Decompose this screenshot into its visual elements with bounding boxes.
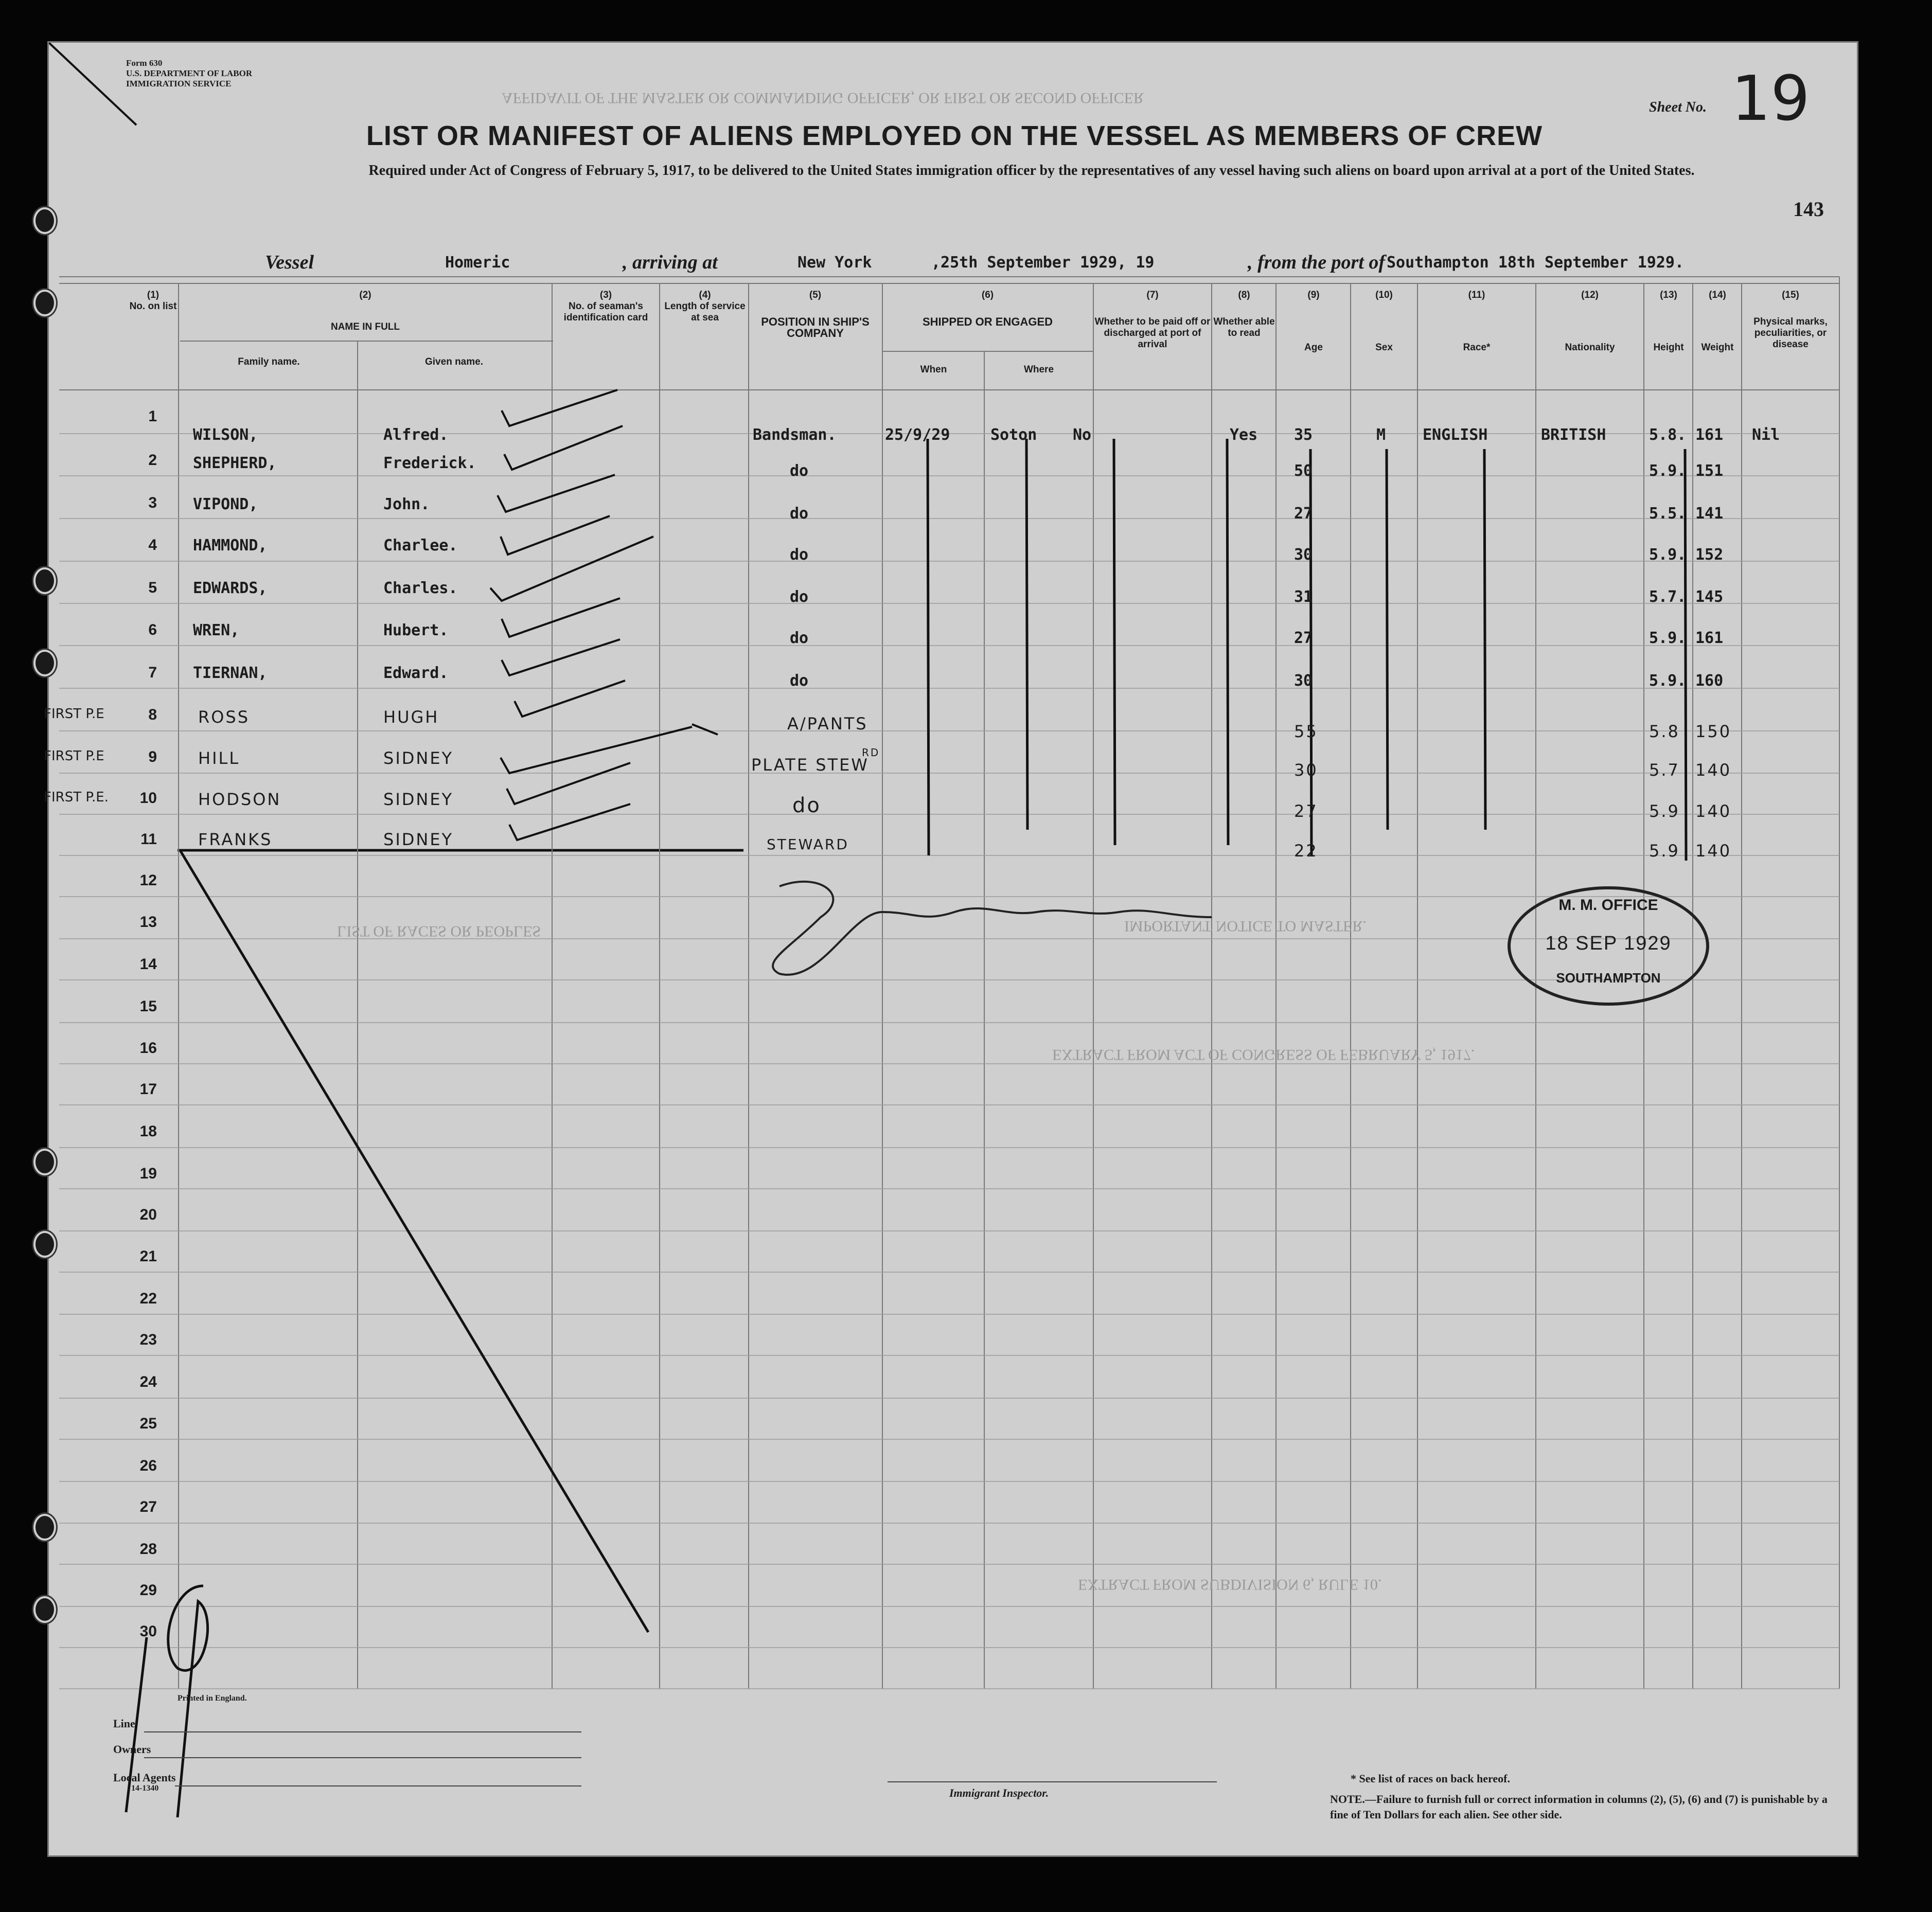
col-no-on-list: (1) No. on list <box>129 290 177 312</box>
age: 35 <box>1294 426 1313 444</box>
position: do <box>790 505 809 523</box>
given-name: John. <box>383 495 430 513</box>
form-service: IMMIGRATION SERVICE <box>126 79 232 88</box>
position: do <box>790 546 809 564</box>
age: 50 <box>1294 462 1313 480</box>
col-given-name: Given name. <box>425 356 483 367</box>
age: 27 <box>1294 801 1318 821</box>
nationality: BRITISH <box>1541 426 1606 444</box>
bleed-through-text: AFFIDAVIT OF THE MASTER OR COMMANDING OFFICER, OR FIRST OR SECOND OFFICER <box>502 90 1144 106</box>
col-able-to-read: (8) Whether able to read <box>1213 290 1275 338</box>
given-name: Charlee. <box>383 537 458 555</box>
margin-note: FIRST P.E <box>44 706 104 722</box>
family-name: ROSS <box>198 707 250 727</box>
position: do <box>790 672 809 690</box>
given-name: HUGH <box>383 707 439 727</box>
bleed-through-text: EXTRACT FROM SUBDIVISION 6, RULE 10. <box>1078 1576 1382 1593</box>
from-port-label: , from the port of <box>1248 252 1386 273</box>
row-number: 24 <box>139 1373 157 1390</box>
vessel-name: Homeric <box>445 254 510 272</box>
row-number: 6 <box>148 621 157 638</box>
given-name: SIDNEY <box>383 748 454 768</box>
sheet-number-label: Sheet No. <box>1649 99 1707 115</box>
weight: 161 <box>1695 426 1724 444</box>
col-race: (11) Race* <box>1463 290 1491 353</box>
sheet-number-value: 19 <box>1731 63 1810 135</box>
col-when: When <box>920 364 947 375</box>
row-number: 22 <box>139 1290 157 1307</box>
arrival-port: New York <box>797 254 872 272</box>
local-agents-label: Local Agents <box>113 1771 176 1784</box>
row-number: 29 <box>139 1582 157 1599</box>
agents-underline <box>175 1785 581 1786</box>
family-name: WILSON, <box>193 426 258 444</box>
age: 27 <box>1294 629 1313 647</box>
height: 5.9 <box>1649 841 1680 861</box>
family-name: HILL <box>198 748 240 768</box>
row-number: 20 <box>139 1206 157 1223</box>
punch-hole <box>33 650 56 676</box>
position: do <box>792 794 821 817</box>
row-number: 23 <box>139 1331 157 1348</box>
given-name: Hubert. <box>383 621 449 639</box>
family-name: SHEPHERD, <box>193 454 277 472</box>
row-number: 18 <box>139 1123 157 1140</box>
margin-note: FIRST P.E. <box>44 790 109 805</box>
age: 22 <box>1294 841 1318 861</box>
weight: 140 <box>1695 801 1732 821</box>
stamp-date: 18 SEP 1929 <box>1545 933 1672 954</box>
row-number: 13 <box>139 914 157 931</box>
departure-port-date: Southampton 18th September 1929. <box>1387 254 1684 272</box>
row-number: 2 <box>148 452 157 469</box>
family-name: WREN, <box>193 621 240 639</box>
age: 55 <box>1294 722 1318 741</box>
col-age: (9) Age <box>1304 290 1323 353</box>
vessel-label: Vessel <box>265 252 314 273</box>
arriving-label: , arriving at <box>623 252 718 273</box>
row-number: 16 <box>139 1040 157 1057</box>
punch-hole <box>33 1596 56 1623</box>
penalty-note: NOTE.—Failure to furnish full or correct information in columns (2), (5), (6) and (7) is punishable by a fine of Ten Dollars for each alien. See other side. <box>1330 1793 1828 1821</box>
stamp-office: M. M. OFFICE <box>1558 897 1658 914</box>
punch-hole <box>33 1149 56 1175</box>
row-number: 25 <box>139 1415 157 1432</box>
col-length-of-service: (4) Length of service at sea <box>664 290 746 323</box>
row-number: 28 <box>139 1541 157 1558</box>
form-code: 14-1340 <box>131 1784 159 1793</box>
row-number: 14 <box>139 956 157 973</box>
row-number: 21 <box>139 1248 157 1265</box>
punch-hole <box>33 207 56 234</box>
punch-hole <box>33 290 56 316</box>
row-number: 15 <box>139 998 157 1015</box>
age: 31 <box>1294 588 1313 606</box>
stamp-place: SOUTHAMPTON <box>1556 970 1661 986</box>
col-physical-marks: (15) Physical marks, peculiarities, or disease <box>1753 290 1828 350</box>
row-number: 17 <box>139 1081 157 1098</box>
family-name: VIPOND, <box>193 495 258 513</box>
row-number: 27 <box>139 1498 157 1515</box>
col-shipped-engaged: (6) SHIPPED OR ENGAGED <box>922 290 1053 328</box>
given-name: SIDNEY <box>383 790 454 809</box>
manifest-sheet <box>44 41 1858 1857</box>
folio-number: 143 <box>1793 198 1824 221</box>
row-number: 26 <box>139 1457 157 1474</box>
races-footnote: * See list of races on back hereof. <box>1351 1772 1510 1785</box>
position: do <box>790 462 809 480</box>
family-name: HAMMOND, <box>193 537 268 555</box>
able-to-read: Yes <box>1230 426 1258 444</box>
family-name: EDWARDS, <box>193 579 268 597</box>
shipped-when: 25/9/29 <box>885 426 950 444</box>
row-number: 11 <box>140 831 157 848</box>
col-name-in-full: (2) NAME IN FULL <box>330 290 400 332</box>
printed-in-england: Printed in England. <box>178 1694 247 1703</box>
line-label: Line <box>113 1717 135 1730</box>
sex: M <box>1376 426 1386 444</box>
bleed-through-text: IMPORTANT NOTICE TO MASTER. <box>1124 918 1367 935</box>
height: 5.9. <box>1649 546 1687 564</box>
col-sex: (10) Sex <box>1375 290 1393 353</box>
col-where: Where <box>1023 364 1054 375</box>
race: ENGLISH <box>1423 426 1488 444</box>
family-name: TIERNAN, <box>193 664 268 682</box>
height: 5.9. <box>1649 629 1687 647</box>
bleed-through-text: LIST OF RACES OR PEOPLES <box>337 923 541 940</box>
height: 5.7 <box>1649 760 1680 780</box>
row-number: 8 <box>148 706 157 723</box>
col-family-name: Family name. <box>238 356 300 367</box>
given-name: Edward. <box>383 664 449 682</box>
position: Bandsman. <box>753 426 837 444</box>
col-identification-card: (3) No. of seaman's identification card <box>563 290 648 323</box>
weight: 145 <box>1695 588 1724 606</box>
position: STEWARD <box>767 836 849 853</box>
row-number: 19 <box>139 1165 157 1182</box>
given-name: Frederick. <box>383 454 476 472</box>
age: 30 <box>1294 546 1313 564</box>
page-subtitle: Required under Act of Congress of February 5, 1917, to be delivered to the United States immigration officer by the representatives of any vessel having such aliens on board upon arrival at a port of the United States. <box>368 163 1695 178</box>
weight: 152 <box>1695 546 1724 564</box>
shipped-where: Soton <box>990 426 1037 444</box>
punch-hole <box>33 1514 56 1541</box>
row-number: 3 <box>148 494 157 511</box>
height: 5.5. <box>1649 505 1687 523</box>
height: 5.8. <box>1649 426 1687 444</box>
height: 5.9. <box>1649 462 1687 480</box>
age: 30 <box>1294 672 1313 690</box>
given-name: SIDNEY <box>383 830 454 849</box>
age: 30 <box>1294 760 1318 780</box>
given-name: Alfred. <box>383 426 449 444</box>
form-number: Form 630 <box>126 58 163 68</box>
inspector-underline <box>888 1781 1217 1782</box>
age: 27 <box>1294 505 1313 523</box>
paid-off: No <box>1073 426 1092 444</box>
row-number: 30 <box>139 1623 157 1640</box>
physical-marks: Nil <box>1752 426 1780 444</box>
punch-hole <box>33 567 56 594</box>
owners-underline <box>144 1757 581 1758</box>
line-underline <box>144 1731 581 1732</box>
bleed-through-text: EXTRACT FROM ACT OF CONGRESS OF FEBRUARY 5, 1917. <box>1052 1046 1475 1063</box>
height: 5.7. <box>1649 588 1687 606</box>
row-number: 10 <box>139 790 157 807</box>
weight: 151 <box>1695 462 1724 480</box>
row-number: 12 <box>139 872 157 889</box>
height: 5.8 <box>1649 722 1680 741</box>
immigrant-inspector-label: Immigrant Inspector. <box>949 1786 1049 1799</box>
col-nationality: (12) Nationality <box>1565 290 1615 353</box>
col-height: (13) Height <box>1653 290 1684 353</box>
height: 5.9 <box>1649 801 1680 821</box>
owners-label: Owners <box>113 1743 151 1756</box>
form-department: U.S. DEPARTMENT OF LABOR <box>126 68 253 78</box>
row-number: 9 <box>148 748 157 765</box>
page-title: LIST OR MANIFEST OF ALIENS EMPLOYED ON THE VESSEL AS MEMBERS OF CREW <box>366 120 1543 151</box>
position: do <box>790 629 809 647</box>
col-position: (5) POSITION IN SHIP'S COMPANY <box>761 290 870 339</box>
family-name: HODSON <box>198 790 281 809</box>
position: PLATE STEW <box>751 755 869 775</box>
weight: 140 <box>1695 760 1732 780</box>
weight: 140 <box>1695 841 1732 861</box>
weight: 161 <box>1695 629 1724 647</box>
arrival-date: ,25th September 1929, 19 <box>931 254 1155 272</box>
punch-hole <box>33 1231 56 1258</box>
height: 5.9. <box>1649 672 1687 690</box>
position: do <box>790 588 809 606</box>
col-weight: (14) Weight <box>1701 290 1734 353</box>
row-number: 5 <box>148 579 157 596</box>
weight: 141 <box>1695 505 1724 523</box>
position-superscript: RD <box>862 746 880 759</box>
row-number: 4 <box>148 537 157 553</box>
row-number: 1 <box>148 408 157 425</box>
family-name: FRANKS <box>198 830 273 849</box>
given-name: Charles. <box>383 579 458 597</box>
col-paid-off: (7) Whether to be paid off or discharged at port of arrival <box>1094 290 1211 350</box>
position: A/PANTS <box>787 714 868 734</box>
margin-note: FIRST P.E <box>44 748 104 764</box>
office-stamp <box>1508 886 1709 1006</box>
row-number: 7 <box>148 664 157 681</box>
weight: 160 <box>1695 672 1724 690</box>
form-identifier <box>126 58 252 89</box>
weight: 150 <box>1695 722 1732 741</box>
